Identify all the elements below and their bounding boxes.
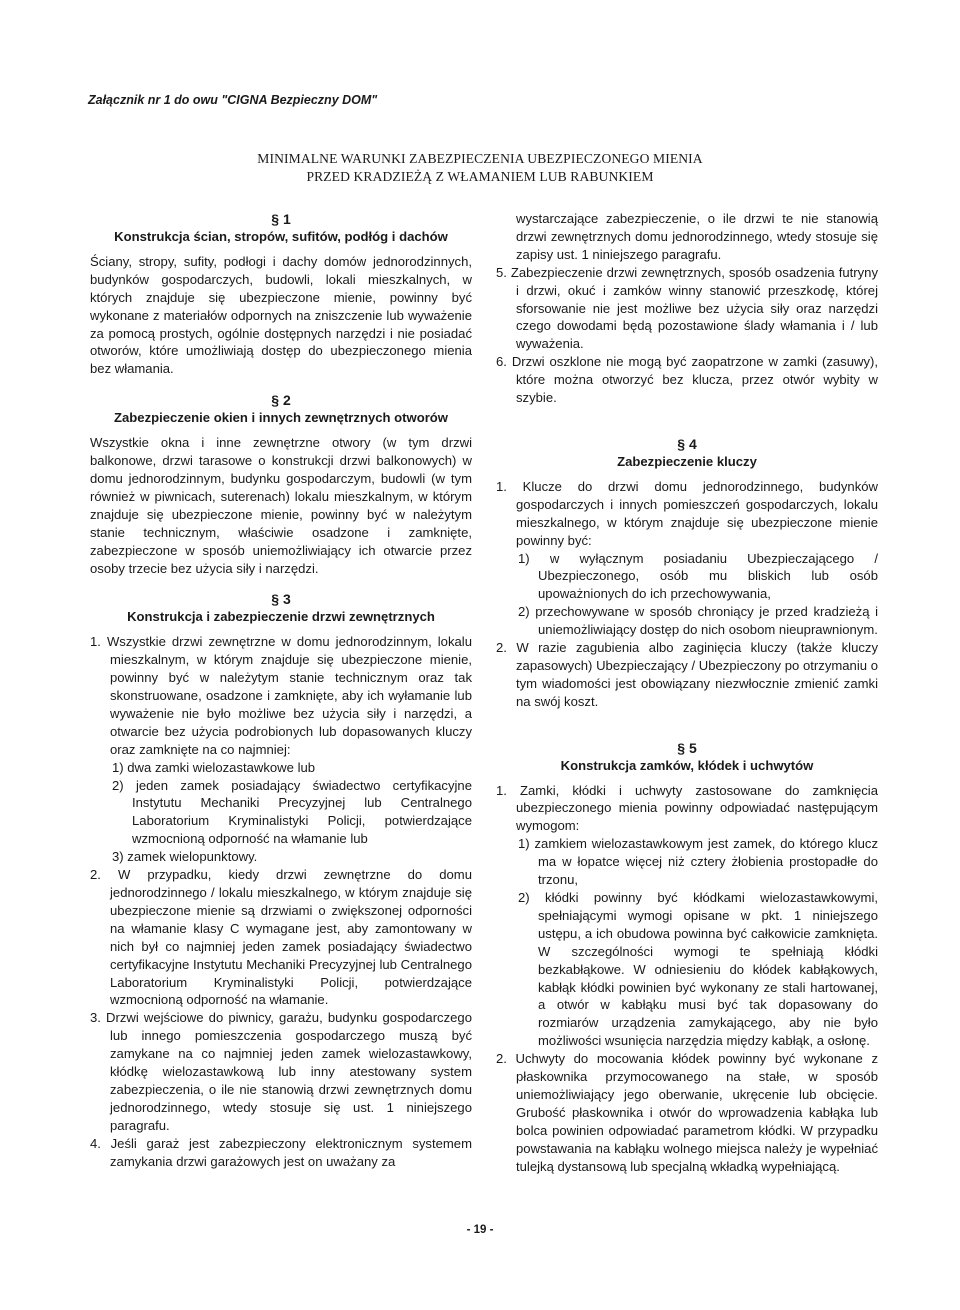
document-title	[0, 150, 960, 186]
section-5-symbol: § 5	[677, 739, 697, 756]
section-1-text: Ściany, stropy, sufity, podłogi i dachy domów jednorodzinnych, budynków gospodarczych, budowli, lokali mieszkalnych, w których znajduje się ubezpieczone mienie, powinny być wykonane z materiałów odpornych na zniszczenie lub wyważenie za pomocą prostych, ogólnie dostępnych narzędzi i nie posiadać otworów, które umożliwiają dostęp do ubezpieczonego mienia bez włamania.	[90, 253, 472, 377]
title-line-2: PRZED KRADZIEŻĄ Z WŁAMANIEM LUB RABUNKIEM	[306, 169, 654, 184]
section-3-point-1-sub-1: 1) dwa zamki wielozastawkowe lub	[112, 759, 316, 775]
section-3-symbol: § 3	[271, 591, 291, 608]
section-2-text: Wszystkie okna i inne zewnętrzne otwory (w tym drzwi balkonowe, drzwi tarasowe o konstrukcji drzwi balkonowych) w domu jednorodzinnym, budynku gospodarczym, budowli (w tym również w piwnicach, suterenach) lokalu mieszkalnym, w którym znajduje się ubezpieczone mienie, powinny być w należytym stanie technicznym, właściwie osadzone i zamknięte, zabezpieczone w sposób uniemożliwiający ich otwarcie przez osoby trzecie bez użycia siły i narzędzi.	[90, 435, 472, 576]
section-4-title: Zabezpieczenie kluczy	[617, 453, 757, 469]
page-number: - 19 -	[466, 1224, 494, 1236]
section-3-point-1-sub-3: 3) zamek wielopunktowy.	[112, 849, 258, 865]
section-3-point-5: 5. Zabezpieczenie drzwi zewnętrznych, sposób osadzenia futryny i drzwi, okuć i zamków winny stanowić przeszkodę, której sforsowanie nie jest możliwe bez użycia siły oraz narzędzi czego dowodami będą pozostawione ślady włamania i / lub wyważenia.	[496, 264, 878, 352]
section-1-title: Konstrukcja ścian, stropów, sufitów, podłóg i dachów	[114, 229, 448, 244]
section-3-point-1-sub-2: 2) jeden zamek posiadający świadectwo certyfikacyjne Instytutu Mechaniki Precyzyjnej lub Centralnego Laboratorium Kryminalistyki Policji, potwierdzające wzmocnioną odporność na włamanie lub	[112, 777, 472, 847]
right-column	[496, 210, 878, 1176]
title-line-1: MINIMALNE WARUNKI ZABEZPIECZENIA UBEZPIECZONEGO MIENIA	[257, 151, 703, 166]
section-5-point-1: 1. Zamki, kłódki i uchwyty zastosowane do zamknięcia ubezpieczonego mienia powinny odpowiadać następującym wymogom:	[496, 782, 878, 834]
section-3-point-3: 3. Drzwi wejściowe do piwnicy, garażu, budynku gospodarczego lub innego pomieszczenia gospodarczego muszą być zamykane na co najmniej jeden zamek wielozastawkowy, kłódkę wielozastawkową lub inny atestowany system zabezpieczenia, o ile nie stanowią drzwi zewnętrznych domu jednorodzinnego, wtedy stosuje się ust. 1 niniejszego paragrafu.	[90, 1010, 472, 1133]
section-3-point-4-continued: wystarczające zabezpieczenie, o ile drzwi te nie stanowią drzwi zewnętrznych domu jednorodzinnego, wtedy stosuje się zapisy ust. 1 niniejszego paragrafu.	[516, 211, 878, 262]
section-3-point-2: 2. W przypadku, kiedy drzwi zewnętrzne do domu jednorodzinnego / lokalu mieszkalnego, w którym znajduje się ubezpieczone mienie są drzwiami o zwiększonej odporności na włamanie klasy C wymagane jest, aby zamontowany w nich był co najmniej jeden zamek posiadający świadectwo certyfikacyjne Instytutu Mechaniki Precyzyjnej lub Centralnego Laboratorium Kryminalistyki Policji, potwierdzające wzmocnioną odporność na włamanie.	[90, 867, 472, 1008]
section-5-title: Konstrukcja zamków, kłódek i uchwytów	[560, 757, 814, 773]
section-4-symbol: § 4	[677, 435, 697, 452]
section-4-point-2: 2. W razie zagubienia albo zaginięcia kluczy (także kluczy zapasowych) Ubezpieczający / Ubezpieczony po otrzymaniu o tym wiadomości jest obowiązany niezwłocznie zmienić zamki na swój koszt.	[496, 640, 878, 709]
section-2-title: Zabezpieczenie okien i innych zewnętrznych otworów	[114, 410, 448, 426]
section-2-symbol: § 2	[271, 392, 291, 409]
attachment-note: Załącznik nr 1 do owu "CIGNA Bezpieczny DOM"	[88, 93, 378, 107]
left-column	[90, 210, 472, 1171]
section-4-point-1: 1. Klucze do drzwi domu jednorodzinnego, budynków gospodarczych i innych pomieszczeń gospodarczych, lokalu mieszkalnego, w którym znajduje się ubezpieczone mienie powinny być:	[496, 478, 878, 548]
section-3-title: Konstrukcja i zabezpieczenie drzwi zewnętrznych	[127, 609, 435, 625]
section-3-point-4: 4. Jeśli garaż jest zabezpieczony elektronicznym systemem zamykania drzwi garażowych jest on uważany za	[90, 1135, 472, 1169]
section-5-point-1-sub-1: 1) zamkiem wielozastawkowym jest zamek, do którego klucz ma w łopatce więcej niż cztery żłobienia prostopadłe do trzonu,	[518, 836, 878, 888]
section-4-point-1-sub-2: 2) przechowywane w sposób chroniący je przed kradzieżą i uniemożliwiający dostęp do nich osobom nieuprawnionym.	[518, 604, 878, 638]
section-5-point-2: 2. Uchwyty do mocowania kłódek powinny być wykonane z płaskownika przymocowanego na stałe, w sposób uniemożliwiający jego oberwanie, ukręcenie lub obcięcie. Grubość płaskownika i otwór do wprowadzenia kabłąka lub bolca powinien odpowiadać parametrom kłódki. W przypadku powstawania na kabłąku wolnego miejsca należy je wypełniać tulejką dystansową lub specjalną wkładką wypełniającą.	[496, 1051, 878, 1174]
section-3-point-1: 1. Wszystkie drzwi zewnętrzne w domu jednorodzinnym, lokalu mieszkalnym, w którym znajduje się ubezpieczone mienie, powinny być w należytym stanie technicznym oraz tak skonstruowane, osadzone i zamknięte, aby ich wyłamanie lub wyważenie nie było możliwe bez użycia siły i narzędzi, a otwarcie bez użycia podrobionych lub dopasowanych kluczy oraz zamknięte na co najmniej:	[90, 634, 472, 757]
section-1-symbol: § 1	[271, 211, 291, 227]
section-3-point-6: 6. Drzwi oszklone nie mogą być zaopatrzone w zamki (zasuwy), które można otworzyć bez klucza, przez otwór wybity w szybie.	[496, 354, 878, 406]
section-4-point-1-sub-1: 1) w wyłącznym posiadaniu Ubezpieczającego / Ubezpieczonego, osób mu bliskich lub osób upoważnionych do ich przechowywania,	[518, 550, 878, 602]
section-5-point-1-sub-2: 2) kłódki powinny być kłódkami wielozastawkowymi, spełniającymi wymogi opisane w pkt. 1 niniejszego ustępu, a ich obudowa powinna być całkowicie zamknięta. W szczególności wymogi te spełniają kłódki bezkabłąkowe. W odniesieniu do kłódek kabłąkowych, kabłąk kłódki powinien być wykonany ze stali hartowanej, a otwór w kabłąku musi być tak dopasowany do rozmiarów urządzenia zamykającego, aby nie było możliwości wsunięcia narzędzia między kabłąk, a osłonę.	[518, 890, 878, 1049]
